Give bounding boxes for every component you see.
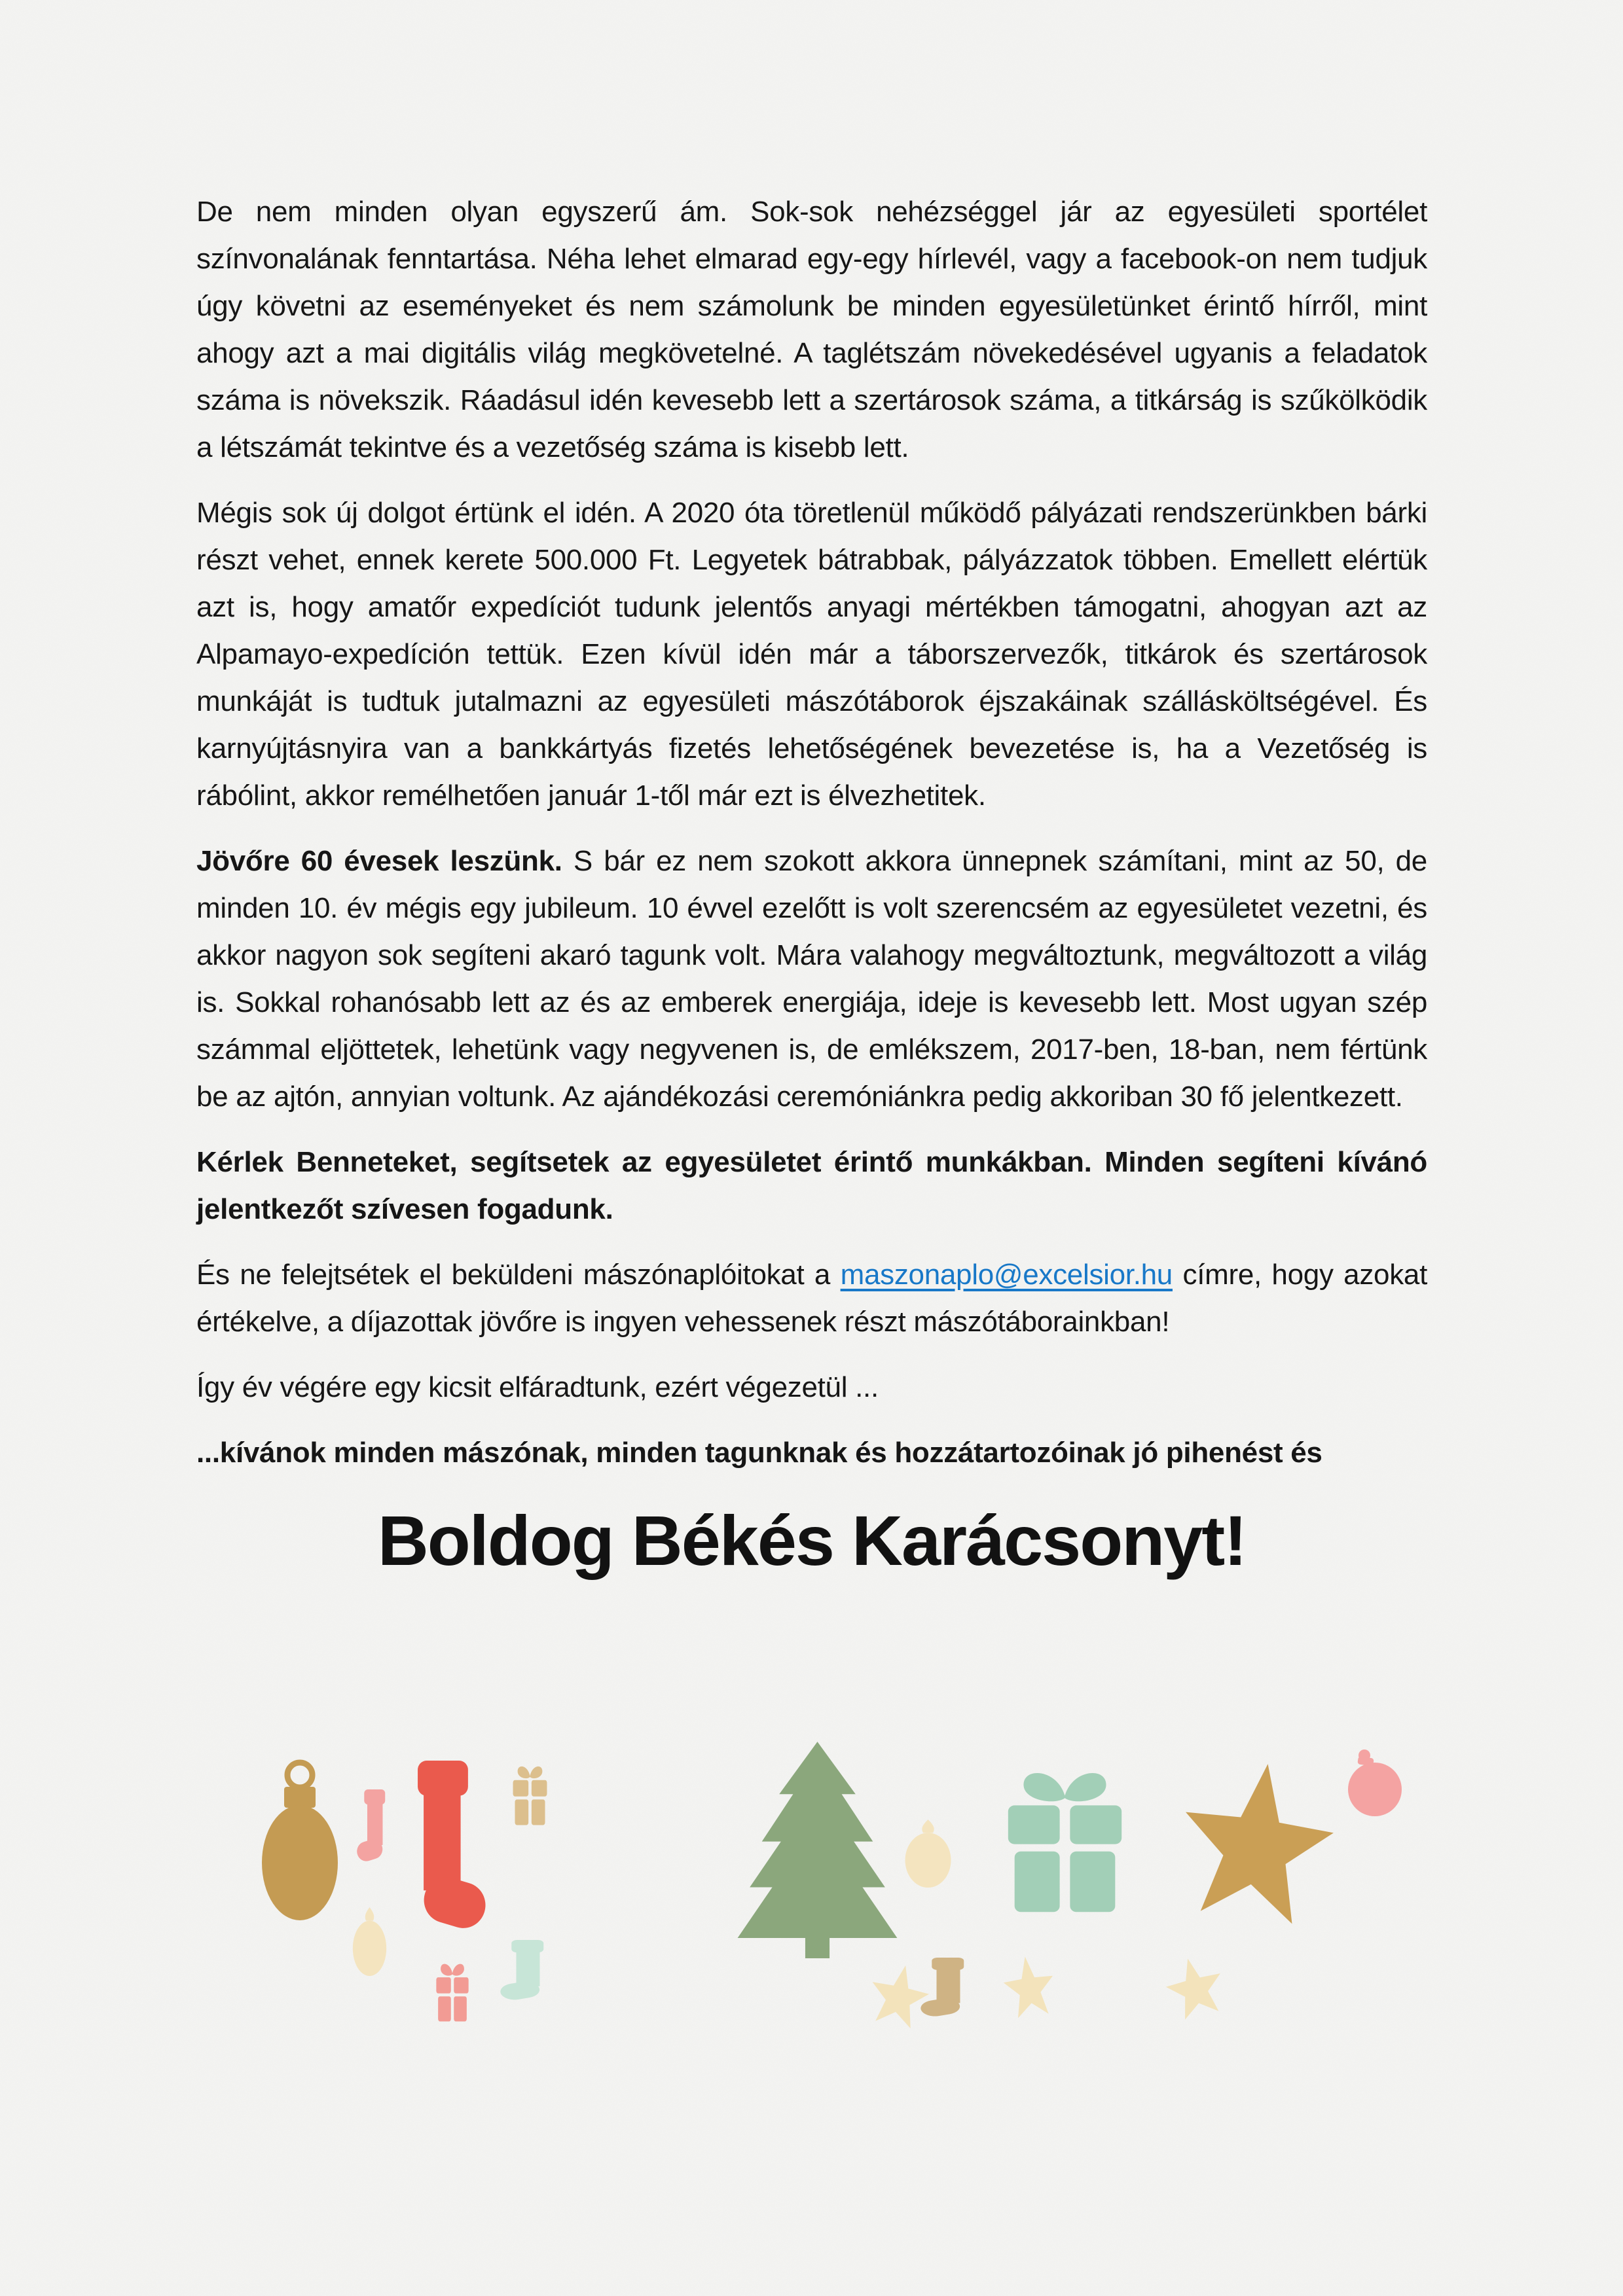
christmas-tree-icon — [731, 1738, 904, 1958]
anniversary-lead-text: Jövőre 60 évesek leszünk. — [196, 845, 562, 877]
tan-gift-icon — [511, 1761, 549, 1826]
pink-bauble-icon — [1347, 1749, 1402, 1817]
paragraph-wishes: ...kívánok minden mászónak, minden tagunknak és hozzátartozóinak jó pihenést és — [196, 1437, 1322, 1469]
cream-star-icon — [1003, 1956, 1055, 2017]
paragraph-difficulties: De nem minden olyan egyszerű ám. Sok-sok nehézséggel jár az egyesületi sportélet színvonalának fenntartása. Néha lehet elmarad egy-egy hírlevél, vagy a facebook-on nem tudjuk úgy követni az eseményeket és nem számolunk be minden egyesületünket érintő hírről, mint ahogy azt a mai digitális világ megkövetelné. A taglétszám növekedésével ugyanis a feladatok száma is növekszik. Ráadásul idén kevesebb lett a szertárosok száma, a titkárság is szűkölködik a létszámát tekintve és a vezetőség száma is kisebb lett. — [196, 196, 1427, 463]
paragraph-climbing-logs — [196, 1251, 1427, 1346]
paragraph-achievements: Mégis sok új dolgot értünk el idén. A 2020 óta töretlenül működő pályázati rendszerünkben bárki részt vehet, ennek kerete 500.000 Ft. Legyetek bátrabbak, pályázzatok többen. Emellett elértük azt is, hogy amatőr expedíciót tudunk jelentős anyagi mértékben támogatni, ahogyan azt az Alpamayo-expedíción tettük. Ezen kívül idén már a táborszervezők, titkárok és szertárosok munkáját is tudtuk jutalmazni az egyesületi mászótáborok éjszakáinak szállásköltségével. És karnyújtásnyira van a bankkártyás fizetés lehetőségének bevezetése is, ha a Vezetőség is rábólint, akkor remélhetően január 1-től már ezt is élvezhetitek. — [196, 497, 1427, 812]
paragraph-anniversary — [196, 838, 1427, 1121]
pink-stocking-icon — [357, 1789, 388, 1868]
mint-stocking-icon — [500, 1940, 547, 2005]
gold-bauble-icon — [261, 1758, 339, 1922]
letter-body — [196, 188, 1427, 1580]
anniversary-rest-text: S bár ez nem szokott akkora ünnepnek számítani, mint az 50, de minden 10. év mégis egy jubileum. 10 évvel ezelőtt is volt szerencsém az egyesületet vezetni, és akkor nagyon sok segíteni akaró tagunk volt. Mára valahogy megváltoztunk, megváltozott a világ is. Sokkal rohanósabb lett az és az emberek energiája, ideje is kevesebb lett. Most ugyan szép számmal eljöttetek, lehetünk vagy negyvenen is, de emlékszem, 2017-ben, 18-ban, nem fértünk be az ajtón, annyian voltunk. Az ajándékozási ceremóniánkra pedig akkoriban 30 fő jelentkezett. — [196, 845, 1427, 1113]
christmas-greeting-heading: Boldog Békés Karácsonyt! — [377, 1501, 1247, 1580]
red-stocking-icon — [412, 1761, 486, 1944]
paragraph-call-for-help: Kérlek Benneteket, segítsetek az egyesületet érintő munkákban. Minden segíteni kívánó jelentkezőt szívesen fogadunk. — [196, 1146, 1427, 1225]
tan-stocking-icon — [921, 1958, 968, 2022]
gold-star-icon — [1178, 1763, 1336, 1919]
mint-gift-icon — [1000, 1759, 1129, 1914]
cream-bauble-icon — [903, 1818, 953, 1888]
climbing-logs-text-after: címre, hogy azokat értékelve, a díjazottak jövőre is ingyen vehessenek részt mászótáborainkban! — [196, 1259, 1427, 1338]
pink-gift-icon — [434, 1958, 471, 2022]
paragraph-year-end: Így év végére egy kicsit elfáradtunk, ezért végezetül ... — [196, 1371, 879, 1403]
email-link[interactable]: maszonaplo@excelsior.hu — [840, 1259, 1173, 1291]
climbing-logs-text-before: És ne felejtsétek el beküldeni mászónaplóitokat a — [196, 1259, 841, 1291]
cream-star-icon — [1165, 1958, 1224, 2017]
cream-bauble-icon — [352, 1906, 388, 1977]
